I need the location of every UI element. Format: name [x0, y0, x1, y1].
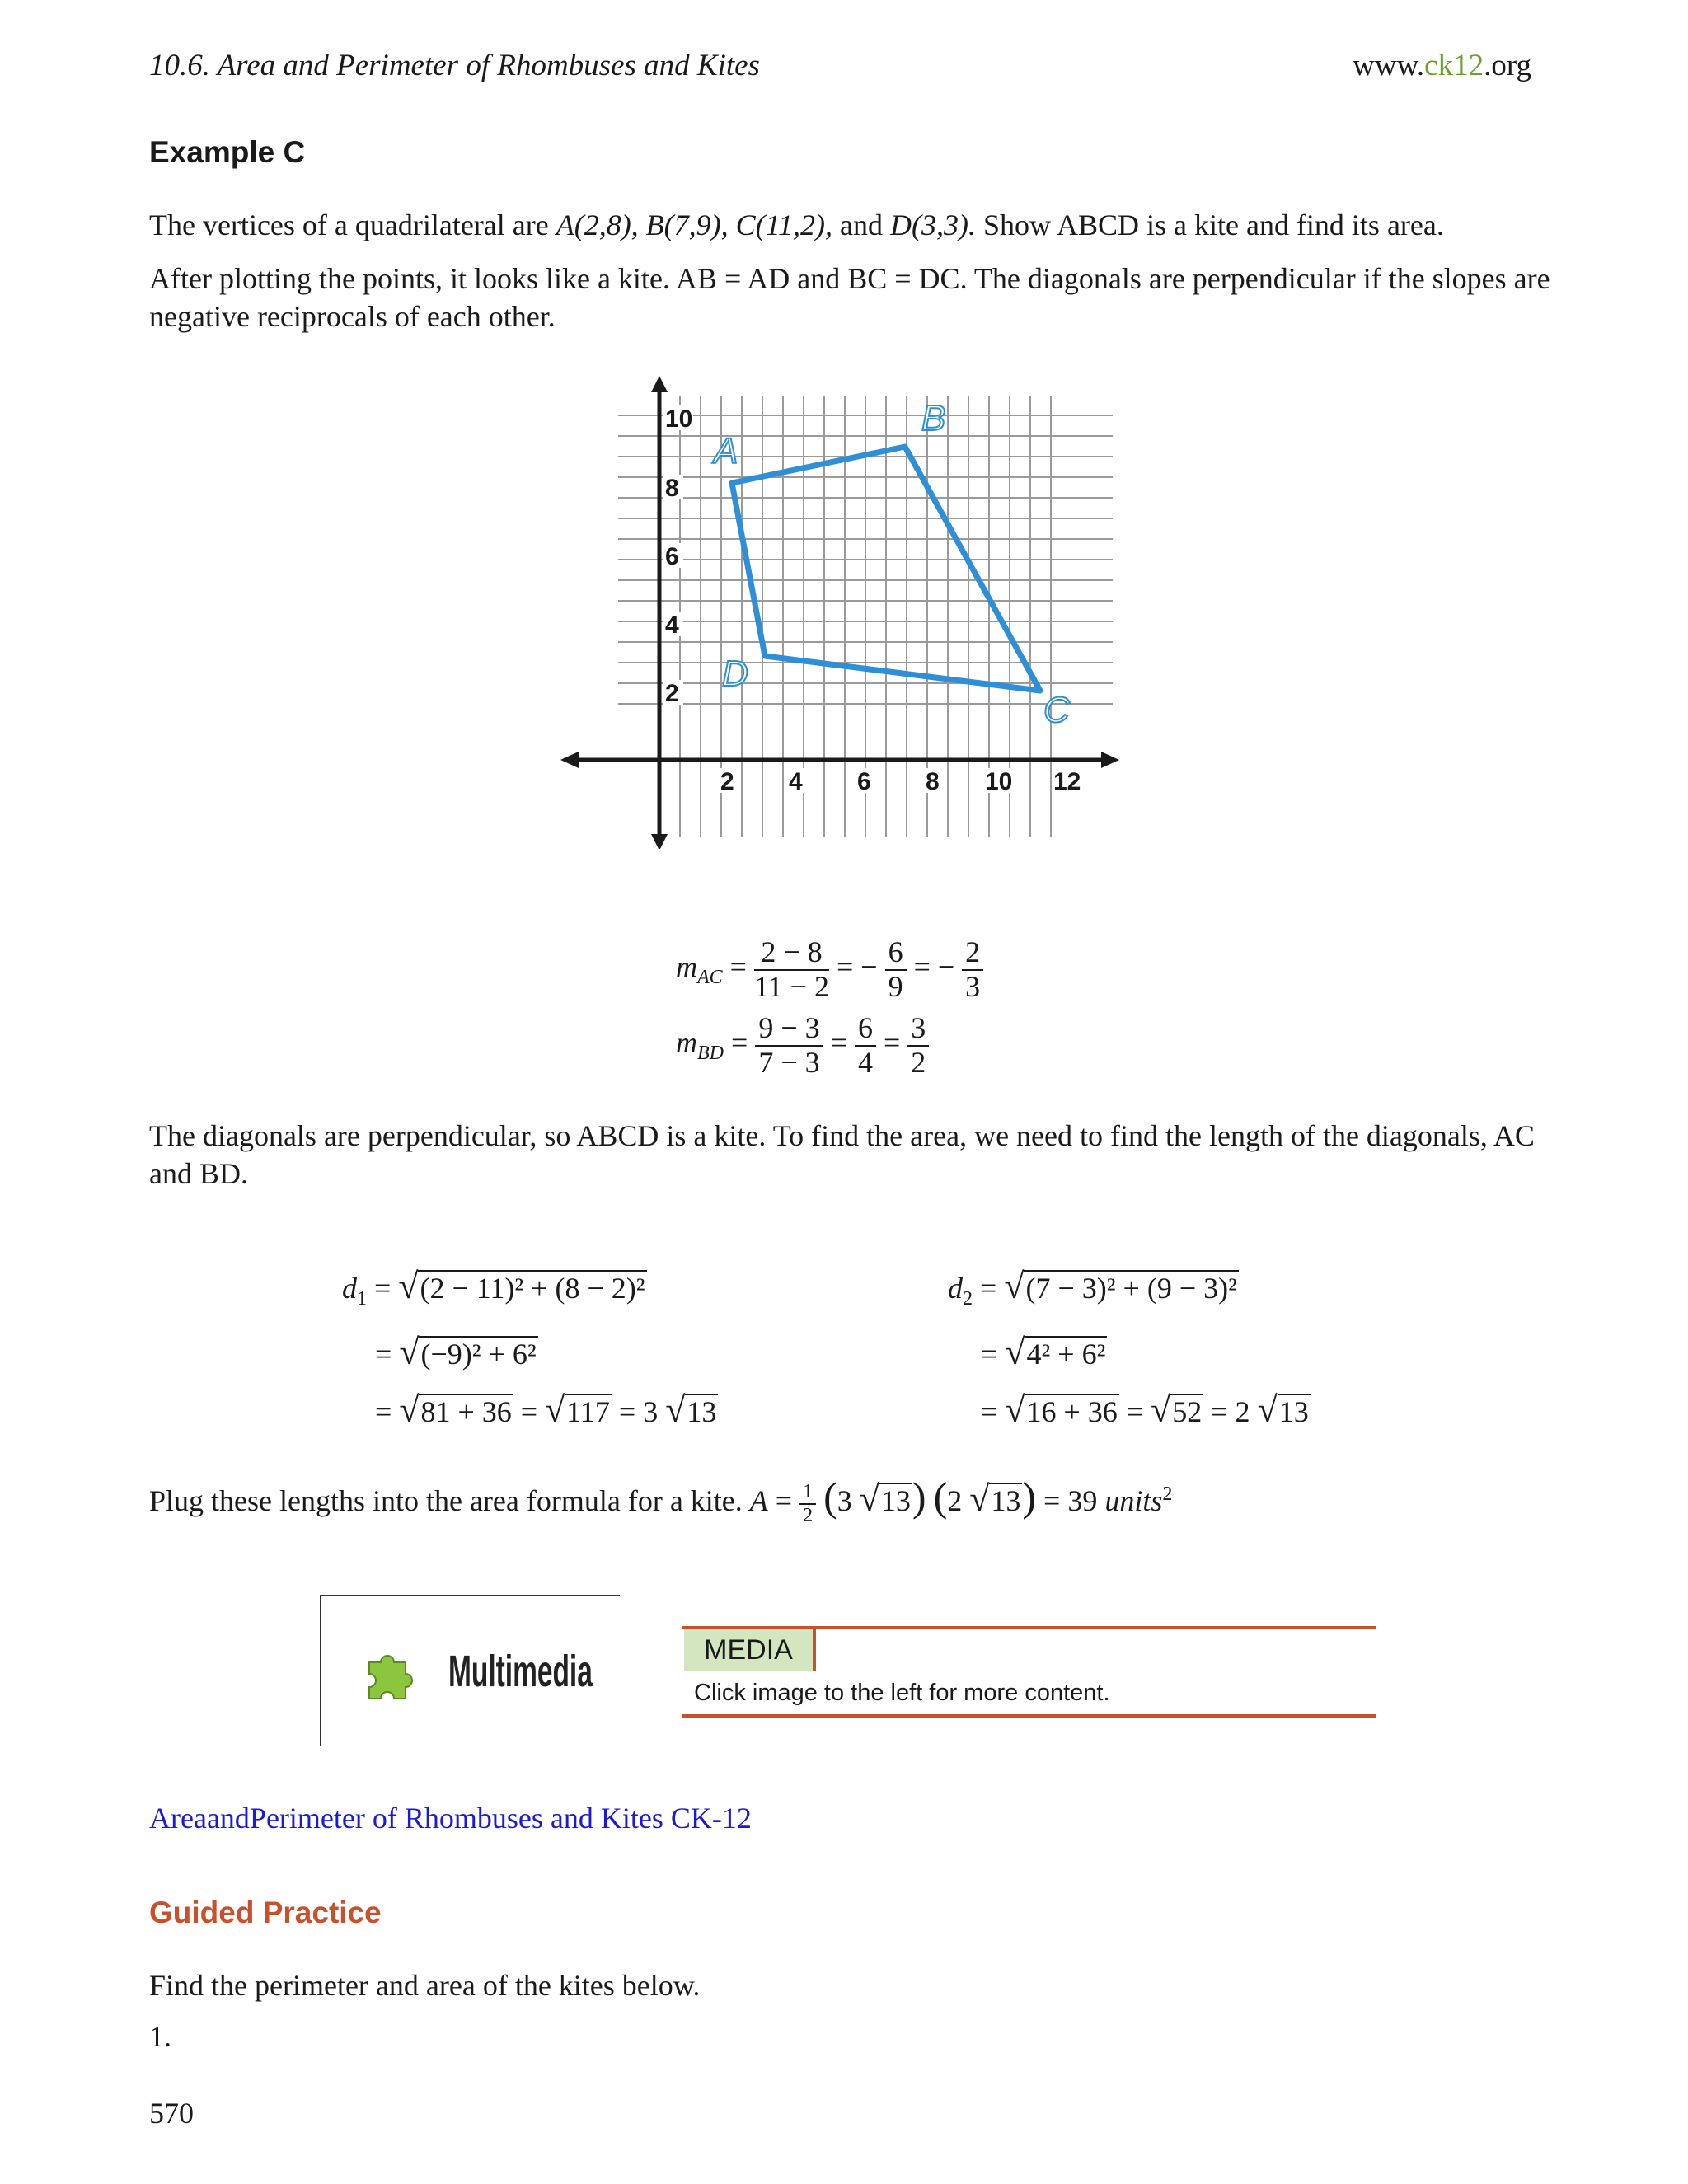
- paragraph-negative-reciprocals: After plotting the points, it looks like a kite. AB = AD and BC = DC. The diagonals are perpendicular if the slopes are negative reciprocals of each other.: [149, 262, 1550, 333]
- x-tick-10: 10: [985, 768, 1013, 795]
- x-tick-12: 12: [1053, 768, 1081, 795]
- graph-axes: [560, 376, 1119, 849]
- x-tick-4: 4: [789, 768, 803, 795]
- point-label-c: C: [1043, 690, 1070, 730]
- puzzle-icon: [359, 1644, 419, 1704]
- media-caption: Click image to the left for more content.: [694, 1680, 1110, 1706]
- slope-ac-equation: $m_{AC}$ = $\frac{2 - 8}{11 - 2}$ = − $\frac{6}{9}$ = − $\frac{2}{3}$: [676, 936, 983, 1003]
- guided-instruction: Find the perimeter and area of the kites below.: [149, 1969, 701, 2002]
- problem-number: 1.: [149, 2020, 171, 2053]
- slope-bd-equation: $m_{BD}$ = $\frac{9 - 3}{7 - 3}$ = $\frac{6}{4}$ = $\frac{3}{2}$: [676, 1012, 929, 1079]
- point-label-d: D: [722, 654, 748, 694]
- y-tick-6: 6: [665, 543, 679, 570]
- paragraph-diagonals: The diagonals are perpendicular, so ABCD is a kite. To find the area, we need to find the length of the diagonals, AC and BD.: [149, 1119, 1535, 1190]
- d2-line-3: = √16 + 36 = √52 = 2 √13: [981, 1390, 1309, 1430]
- d1-line-2: = √(−9)² + 6²: [375, 1332, 537, 1372]
- media-tag: MEDIA: [684, 1629, 816, 1671]
- guided-practice-heading: Guided Practice: [149, 1896, 382, 1929]
- example-prompt: The vertices of a quadrilateral are A(2,8), B(7,9), C(11,2), and D(3,3). Show ABCD is a kite and find its area.: [149, 209, 1444, 241]
- area-formula-line: Plug these lengths into the area formula for a kite. A = $\frac{1}{2}$ (3 √13) (2 √13) = 39 units$^2$: [149, 1474, 1173, 1526]
- multimedia-thumbnail[interactable]: [320, 1595, 620, 1746]
- page-number: 570: [149, 2097, 194, 2130]
- running-header-title: 10.6. Area and Perimeter of Rhombuses and Kites: [149, 49, 760, 82]
- point-label-b: B: [921, 398, 946, 438]
- y-tick-8: 8: [665, 475, 679, 502]
- x-tick-8: 8: [926, 768, 940, 795]
- y-tick-10: 10: [665, 405, 693, 433]
- point-label-a: A: [714, 431, 738, 471]
- site-url[interactable]: www.ck12.org: [1353, 49, 1531, 82]
- y-tick-2: 2: [665, 680, 679, 707]
- kite-graph: [560, 371, 1129, 849]
- d1-line-1: $d_1 = √(2 - 11)^2 + (8 - 2)^2$: [342, 1266, 645, 1310]
- example-heading: Example C: [149, 135, 306, 169]
- d2-line-2: = √4² + 6²: [981, 1332, 1106, 1372]
- y-tick-4: 4: [665, 612, 679, 639]
- video-link[interactable]: AreaandPerimeter of Rhombuses and Kites CK-12: [149, 1802, 752, 1835]
- media-bottom-rule: [682, 1714, 1376, 1718]
- d2-line-1: $d_2 = √(7 - 3)^2 + (9 - 3)^2$: [948, 1266, 1237, 1310]
- x-tick-2: 2: [720, 768, 734, 795]
- multimedia-label: Multimedia: [448, 1647, 593, 1696]
- d1-line-3: = √81 + 36 = √117 = 3 √13: [375, 1390, 717, 1430]
- x-tick-6: 6: [857, 768, 871, 795]
